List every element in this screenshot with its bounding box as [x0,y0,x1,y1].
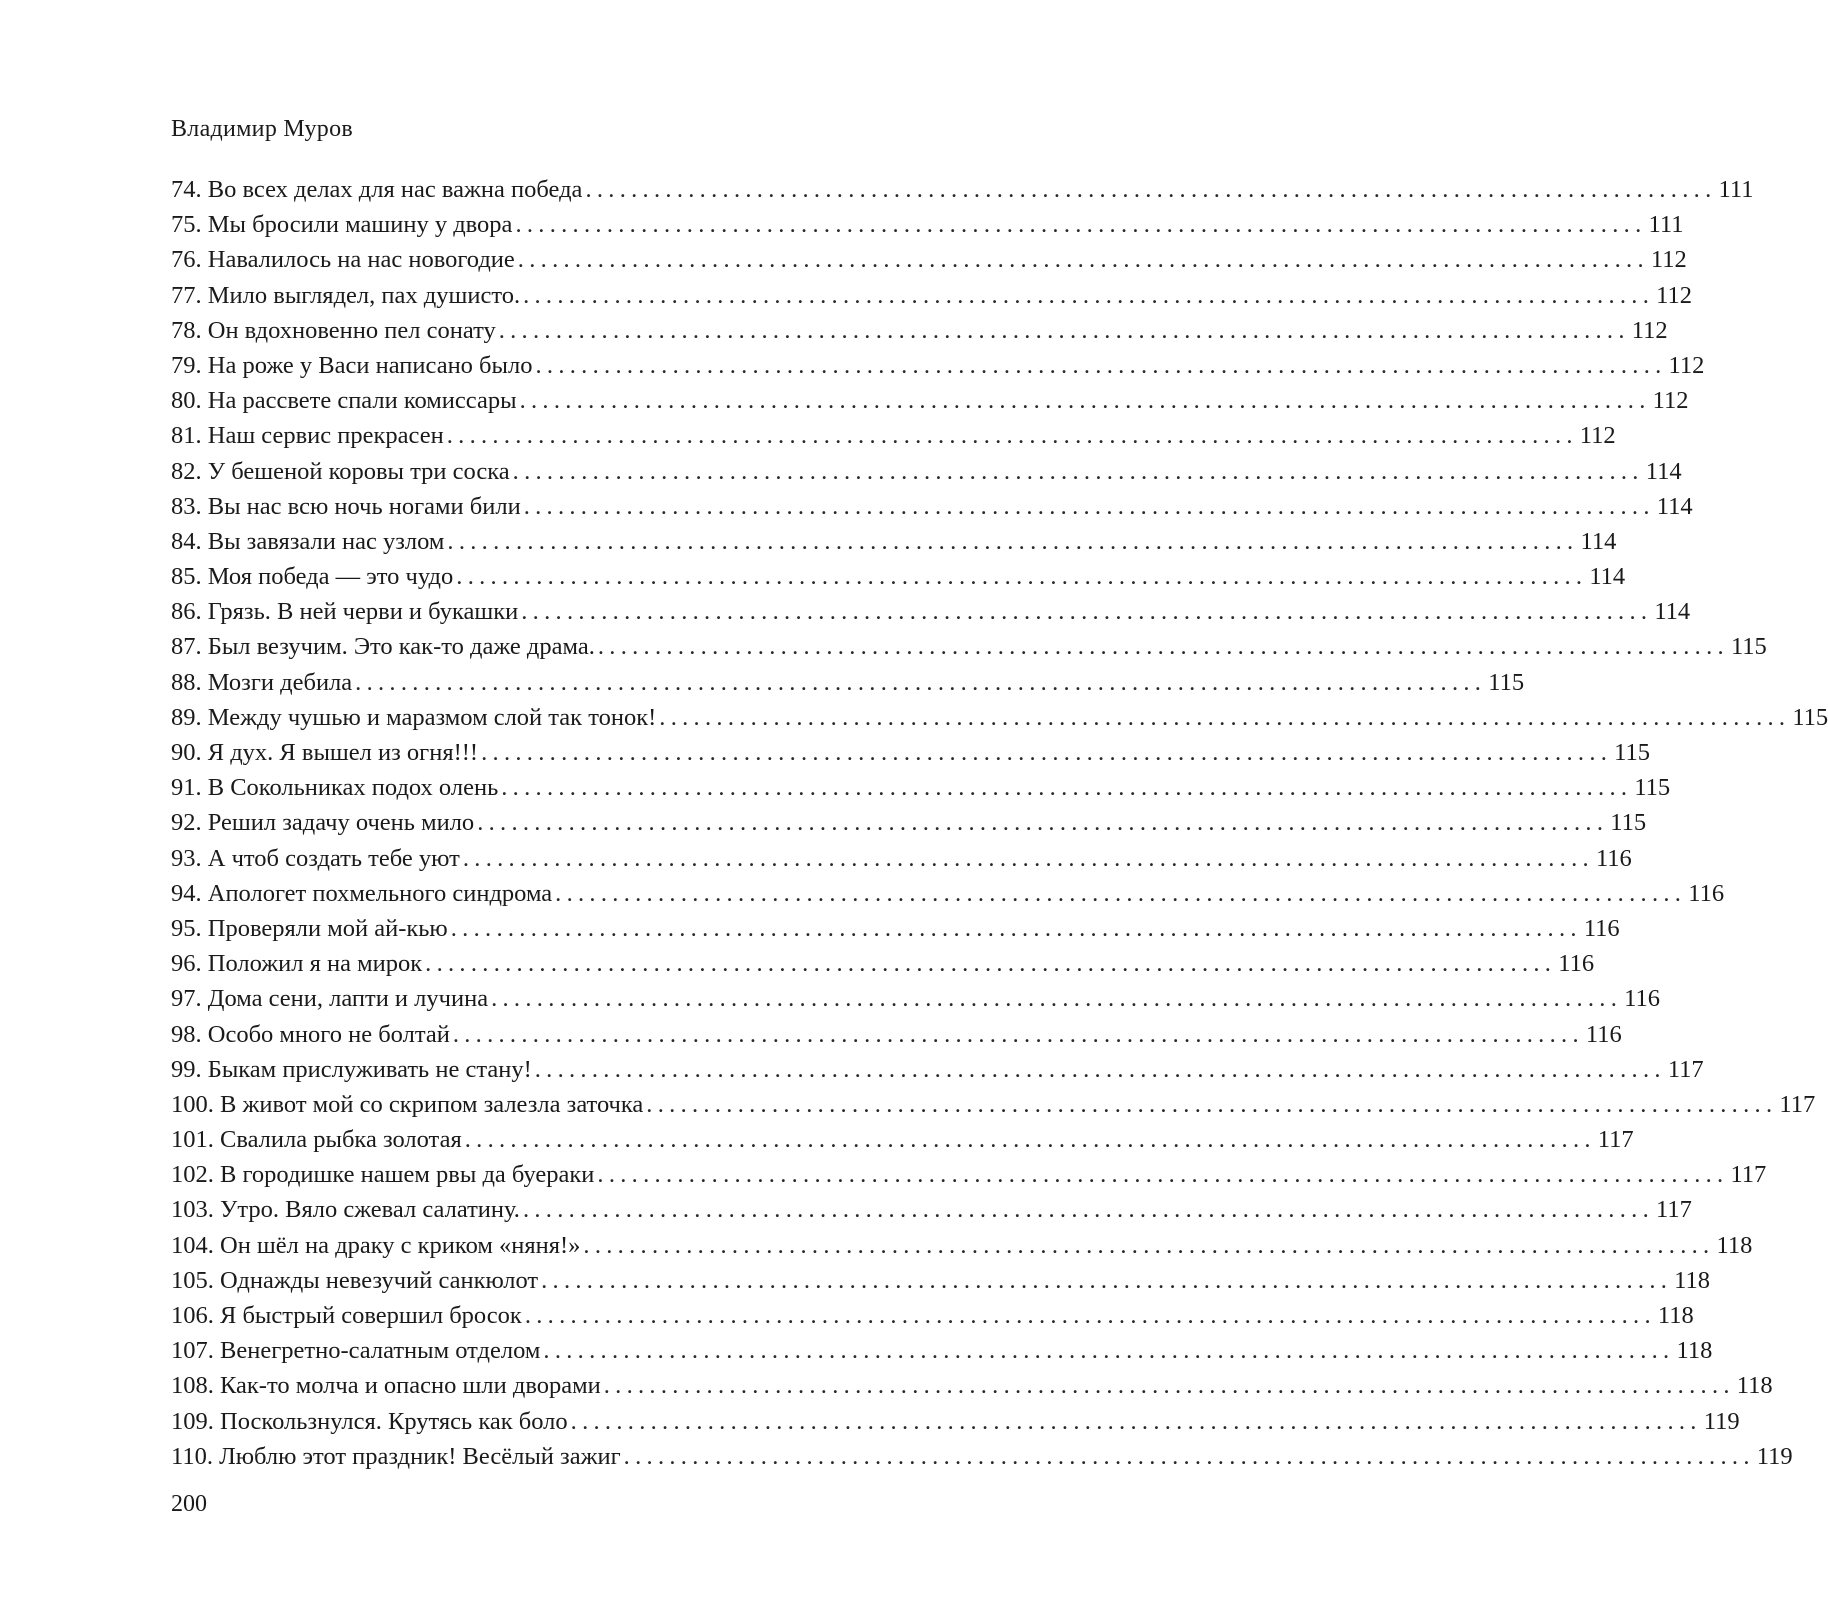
toc-entry-page: 116 [1558,950,1595,978]
toc-dot-leader: ................................................................................................... [659,703,1791,731]
toc-entry [171,1052,1704,1087]
toc-dot-leader: ................................................................................................... [447,527,1579,555]
toc-entry-title: 104. Он шёл на драку с криком «няня!» [171,1231,581,1259]
toc-dot-leader: ................................................................................................... [646,1090,1778,1118]
toc-dot-leader: ................................................................................................... [623,1442,1755,1470]
toc-entry-page: 112 [1656,281,1692,309]
toc-entry-title: 81. Наш сервис прекрасен [171,422,444,450]
toc-entry-page: 114 [1654,598,1691,626]
toc-dot-leader: ................................................................................................... [481,739,1613,766]
toc-dot-leader: ................................................................................................... [515,211,1647,239]
toc-dot-leader: ................................................................................................... [603,1372,1735,1400]
toc-entry [171,911,1620,946]
toc-entry [171,1404,1740,1439]
toc-entry-page: 111 [1648,211,1684,239]
toc-entry [171,665,1525,700]
toc-entry [171,1192,1692,1227]
toc-entry [171,489,1693,524]
toc-entry [171,242,1687,277]
toc-entry-title: 92. Решил задачу очень мило [171,809,475,837]
toc-entry-page: 116 [1688,879,1725,907]
toc-entry-title: 109. Поскользнулся. Крутясь как боло [171,1407,568,1435]
toc-entry [171,876,1725,911]
toc-entry-title: 105. Однажды невезучий санкюлот [171,1266,539,1294]
toc-dot-leader: ................................................................................................... [512,457,1644,485]
toc-entry-page: 114 [1656,492,1693,520]
toc-entry [171,1368,1773,1403]
toc-entry-page: 118 [1676,1337,1713,1365]
toc-entry [171,700,1828,735]
table-of-contents [171,172,1828,1474]
toc-entry-title: 90. Я дух. Я вышел из огня!!! [171,739,479,766]
toc-entry-page: 117 [1730,1161,1767,1189]
toc-entry-page: 111 [1718,176,1754,203]
toc-entry-title: 93. А чтоб создать тебе уют [171,844,460,872]
toc-dot-leader: ................................................................................................... [597,633,1729,661]
toc-entry-title: 87. Был везучим. Это как-то даже драма. [171,633,595,661]
toc-entry-title: 108. Как-то молча и опасно шли дворами [171,1372,601,1400]
toc-entry [171,735,1651,770]
toc-dot-leader: ................................................................................................... [555,879,1687,907]
toc-entry-title: 82. У бешеной коровы три соска [171,457,510,485]
toc-entry [171,1298,1694,1333]
toc-entry-title: 95. Проверяли мой ай-кью [171,914,448,942]
toc-entry-page: 112 [1652,387,1689,415]
toc-entry-page: 112 [1631,316,1668,344]
toc-entry [171,770,1671,805]
toc-entry-title: 83. Вы нас всю ночь ногами били [171,492,521,520]
toc-entry [171,524,1617,559]
toc-entry-title: 89. Между чушью и маразмом слой так тонок! [171,703,657,731]
toc-entry [171,1333,1713,1368]
toc-entry-page: 115 [1792,703,1828,731]
toc-dot-leader: ................................................................................................... [452,1020,1584,1048]
toc-dot-leader: ................................................................................................... [498,316,1630,344]
toc-dot-leader: ................................................................................................... [534,1055,1666,1083]
toc-dot-leader: ................................................................................................... [523,281,1655,309]
toc-entry-page: 115 [1488,668,1525,696]
toc-entry [171,313,1668,348]
toc-entry [171,1157,1767,1192]
toc-entry-page: 112 [1650,246,1687,274]
toc-entry-title: 91. В Сокольниках подох олень [171,774,499,802]
toc-entry-title: 86. Грязь. В ней черви и букашки [171,598,519,626]
toc-entry-title: 107. Венегретно-салатным отделом [171,1337,541,1365]
toc-dot-leader: ................................................................................................... [519,387,1651,415]
toc-dot-leader: ................................................................................................... [517,246,1649,274]
toc-entry-title: 101. Свалила рыбка золотая [171,1126,462,1154]
toc-entry [171,172,1754,207]
toc-entry [171,594,1691,629]
toc-entry-title: 99. Быкам прислуживать не стану! [171,1055,532,1083]
toc-entry-title: 97. Дома сени, лапти и лучина [171,985,489,1013]
toc-entry [171,946,1595,981]
toc-entry-title: 110. Люблю этот праздник! Весёлый зажиг [171,1442,621,1470]
toc-dot-leader: ................................................................................................... [355,668,1487,696]
toc-dot-leader: ................................................................................................... [524,1302,1656,1329]
toc-dot-leader: ................................................................................................... [464,1126,1596,1154]
toc-dot-leader: ................................................................................................... [425,950,1557,978]
toc-dot-leader: ................................................................................................... [523,492,1655,520]
toc-entry-page: 116 [1585,1020,1622,1048]
toc-dot-leader: ................................................................................................... [535,351,1667,379]
toc-entry-title: 96. Положил я на мирок [171,950,423,978]
toc-entry [171,383,1689,418]
toc-entry [171,1263,1711,1298]
toc-entry [171,1439,1793,1474]
toc-entry [171,1122,1634,1157]
toc-dot-leader: ................................................................................................... [456,563,1588,591]
toc-entry-title: 88. Мозги дебила [171,668,353,696]
page-number: 200 [171,1491,207,1517]
toc-entry-page: 112 [1668,351,1705,379]
toc-entry-title: 98. Особо много не болтай [171,1020,450,1048]
toc-entry [171,418,1616,453]
toc-entry-title: 94. Апологет похмельного синдрома [171,879,553,907]
toc-entry [171,278,1692,313]
toc-entry-page: 115 [1614,739,1651,766]
toc-entry-page: 115 [1634,774,1671,802]
toc-entry-page: 117 [1656,1196,1692,1224]
toc-entry [171,805,1647,840]
toc-dot-leader: ................................................................................................... [462,844,1594,872]
toc-entry-title: 75. Мы бросили машину у двора [171,211,513,239]
toc-entry-title: 84. Вы завязали нас узлом [171,527,445,555]
running-head: Владимир Муров [171,116,353,142]
toc-entry-title: 100. В живот мой со скрипом залезла заточка [171,1090,644,1118]
toc-entry-page: 115 [1730,633,1767,661]
toc-entry-page: 118 [1736,1372,1773,1400]
toc-entry-title: 103. Утро. Вяло сжевал салатину. [171,1196,520,1224]
toc-entry-title: 74. Во всех делах для нас важна победа [171,176,583,203]
toc-entry-page: 116 [1595,844,1632,872]
toc-entry [171,1017,1622,1052]
toc-entry-title: 77. Мило выглядел, пах душисто. [171,281,521,309]
toc-entry-page: 119 [1756,1442,1793,1470]
toc-entry-page: 118 [1657,1302,1694,1329]
toc-entry-page: 116 [1624,985,1660,1013]
toc-entry-page: 114 [1580,527,1617,555]
toc-entry-page: 114 [1645,457,1682,485]
toc-entry [171,981,1660,1016]
toc-entry [171,348,1705,383]
toc-entry [171,559,1626,594]
toc-entry-page: 114 [1589,563,1626,591]
toc-dot-leader: ................................................................................................... [583,1231,1715,1259]
toc-entry-page: 112 [1579,422,1616,450]
toc-entry [171,841,1632,876]
toc-dot-leader: ................................................................................................... [570,1407,1702,1435]
toc-entry-title: 80. На рассвете спали комиссары [171,387,517,415]
toc-entry [171,1228,1753,1263]
toc-entry-page: 115 [1610,809,1647,837]
toc-entry-page: 116 [1583,914,1620,942]
toc-dot-leader: ................................................................................................... [450,914,1582,942]
toc-entry-page: 118 [1674,1266,1711,1294]
toc-dot-leader: ................................................................................................... [501,774,1633,802]
toc-entry-title: 85. Моя победа — это чудо [171,563,454,591]
toc-entry [171,1087,1816,1122]
toc-entry [171,454,1682,489]
toc-dot-leader: ................................................................................................... [522,1196,1655,1224]
toc-dot-leader: ................................................................................................... [491,985,1623,1013]
toc-entry-page: 118 [1716,1231,1753,1259]
toc-entry-page: 117 [1597,1126,1634,1154]
toc-dot-leader: ................................................................................................... [597,1161,1729,1189]
toc-entry-title: 79. На роже у Васи написано было [171,351,533,379]
toc-dot-leader: ................................................................................................... [585,176,1717,203]
toc-dot-leader: ................................................................................................... [521,598,1653,626]
toc-entry-page: 117 [1667,1055,1704,1083]
toc-dot-leader: ................................................................................................... [543,1337,1675,1365]
toc-entry [171,207,1684,242]
toc-dot-leader: ................................................................................................... [446,422,1578,450]
toc-dot-leader: ................................................................................................... [541,1266,1673,1294]
toc-entry-title: 78. Он вдохновенно пел сонату [171,316,496,344]
toc-dot-leader: ................................................................................................... [477,809,1609,837]
toc-entry-title: 106. Я быстрый совершил бросок [171,1302,522,1329]
toc-entry-page: 119 [1703,1407,1740,1435]
toc-entry-title: 76. Навалилось на нас новогодие [171,246,515,274]
toc-entry [171,629,1767,664]
toc-entry-title: 102. В городишке нашем рвы да буераки [171,1161,595,1189]
toc-entry-page: 117 [1779,1090,1816,1118]
